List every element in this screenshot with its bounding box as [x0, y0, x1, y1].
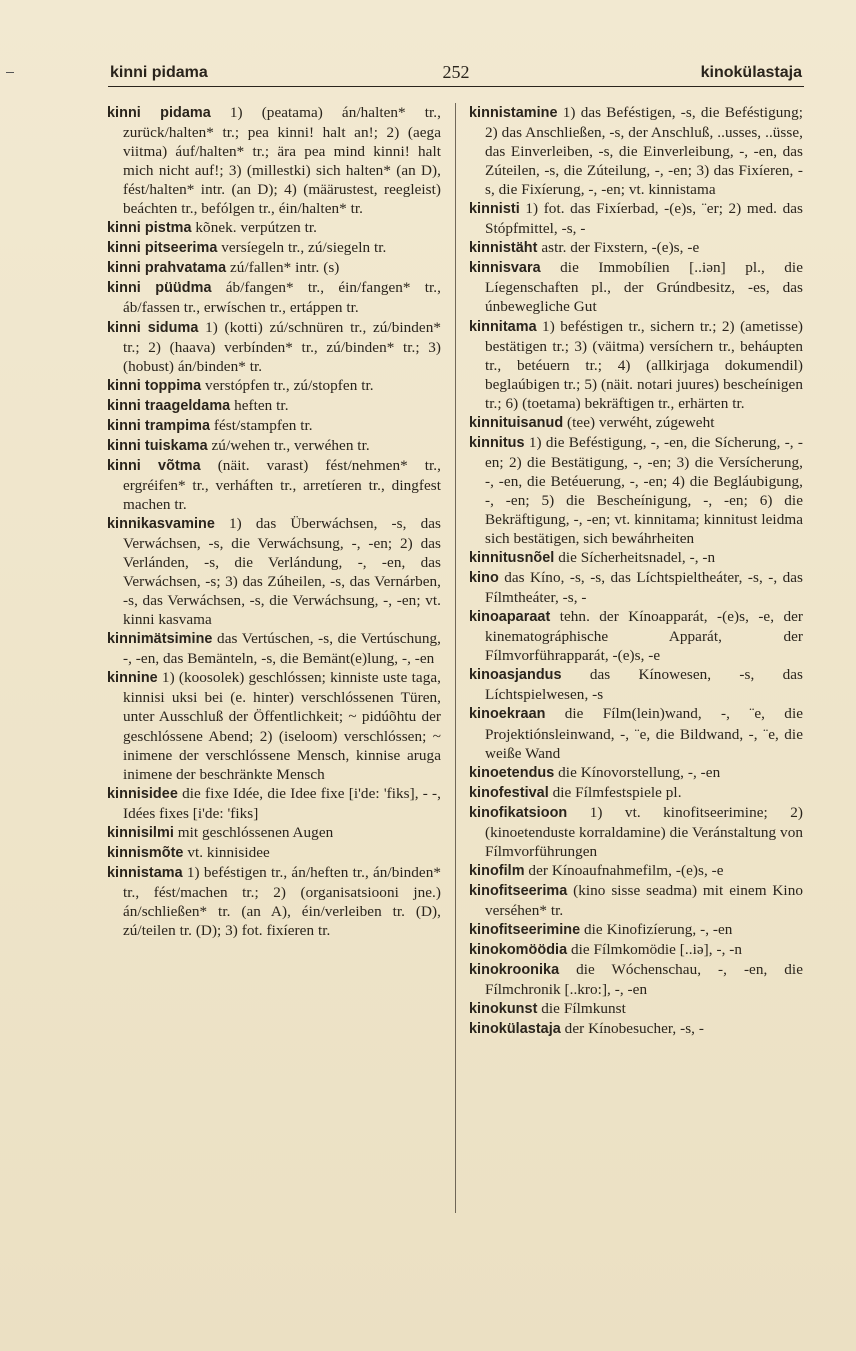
header-left-guideword: kinni pidama — [110, 64, 208, 81]
entry-definition: 1) vt. kinofitseerimine; 2) (kinoetenduste korraldamine) die Veránstaltung von Fílmvorführungen — [485, 803, 803, 860]
entry-definition: 1) das Beféstigen, -s, die Beféstigung; 2) das Anschließen, -s, der Anschluß, ..usses, ..üsse, das Einverleiben, -s, die Einverleibung, -, -en, das Zúteilen, -s, die Zúteilung, -, -en; 3) das Fixíeren, -s, die Fixíerung, -, -en; vt. kinnistama — [485, 104, 803, 199]
dictionary-entry — [469, 940, 803, 960]
entry-definition: 1) das Überwáchsen, -s, das Verwáchsen, -s, die Verwáchsung, -, -en; 2) das Verlánden, -s, die Verlándung, -, -en, das Verwáchsen, -s; 3) das Zúheilen, -s, das Vernárben, -s, das Verwáchsen, -s, die Verwáchsung, -, -en; vt. kinni kasvama — [123, 514, 441, 629]
entry-definition: mit geschlóssenen Augen — [173, 823, 334, 841]
entry-definition: zú/wehen tr., verwéhen tr. — [207, 436, 370, 454]
dictionary-entry — [469, 803, 803, 861]
entry-definition: 1) beféstigen tr., sichern tr.; 2) (ametisse) bestätigen tr.; 3) (väitma) versíchern tr., beháupten tr., betéuern tr.; 4) (allkirjaga dokumendil) beglaúbigen tr.; 5) (näit. notari juures) bescheínigen tr.; 6) (toetama) bekräftigen tr., erhärten tr. — [485, 317, 803, 412]
entry-definition: die Fílmkunst — [537, 1000, 626, 1018]
entry-definition: vt. kinnisidee — [183, 843, 270, 861]
entry-headword: kinnine — [107, 670, 158, 687]
entry-headword: kinofestival — [469, 784, 549, 801]
entry-headword: kinnitusnõel — [469, 550, 555, 567]
dictionary-entry — [107, 843, 441, 863]
entry-definition: áb/fangen* tr., éin/fangen* tr., áb/fassen tr., erwíschen tr., ertáppen tr. — [123, 279, 441, 317]
dictionary-entry — [107, 238, 441, 258]
entry-headword: kinokülastaja — [469, 1021, 561, 1038]
entry-definition: die Kínovorstellung, -, -en — [554, 763, 721, 781]
entry-headword: kinni siduma — [107, 319, 199, 336]
right-column — [469, 103, 803, 1039]
dictionary-entry — [107, 668, 441, 783]
entry-definition: zú/fallen* intr. (s) — [226, 259, 340, 277]
edge-mark — [6, 72, 14, 73]
entry-headword: kinnisidee — [107, 785, 178, 802]
dictionary-entry — [469, 258, 803, 316]
dictionary-entry — [107, 258, 441, 278]
dictionary-entry — [469, 861, 803, 881]
entry-headword: kinni pistma — [107, 220, 192, 237]
page-header — [108, 58, 804, 87]
dictionary-entry — [469, 433, 803, 548]
dictionary-entry — [469, 607, 803, 665]
column-divider — [455, 103, 456, 1213]
dictionary-entry — [469, 317, 803, 413]
entry-headword: kinofikatsioon — [469, 804, 568, 821]
dictionary-entry — [107, 629, 441, 668]
dictionary-entry — [107, 396, 441, 416]
dictionary-entry — [469, 960, 803, 999]
entry-definition: 1) die Beféstigung, -, -en, die Sícherung, -, -en; 2) die Bestätigung, -, -en; 3) die Versícherung, -, -en, die Betéuerung, -, -en; 4) die Begláubigung, -, -en; 5) die Bescheínigung, -, -en; 6) die Bekräftigung, -, -en; vt. kinnitama; kinnitust leidma sich bestätigen, sich bewáhrheiten — [485, 433, 803, 548]
entry-headword: kinnitama — [469, 318, 537, 335]
entry-headword: kinni pitseerima — [107, 240, 218, 257]
dictionary-entry — [107, 218, 441, 238]
entry-definition: die Sícherheitsnadel, -, -n — [554, 549, 716, 567]
entry-definition: versíegeln tr., zú/siegeln tr. — [217, 239, 387, 257]
entry-headword: kino — [469, 570, 499, 587]
entry-headword: kinnistäht — [469, 240, 538, 257]
dictionary-entry — [107, 376, 441, 396]
entry-definition: kõnek. verpútzen tr. — [191, 219, 318, 237]
dictionary-entry — [469, 413, 803, 433]
left-column — [107, 103, 441, 940]
page-number: 252 — [442, 62, 470, 82]
dictionary-entry — [107, 278, 441, 317]
entry-headword: kinnismõte — [107, 844, 184, 861]
entry-definition: (kino sisse seadma) mit einem Kino verséhen* tr. — [485, 881, 803, 919]
entry-definition: heften tr. — [230, 396, 289, 414]
entry-definition: die fixe Idée, die Idee fixe [i'de: 'fiks], - -, Idées fixes [i'de: 'fiks] — [123, 784, 441, 822]
dictionary-entry — [469, 238, 803, 258]
entry-headword: kinni võtma — [107, 457, 201, 474]
dictionary-entry — [469, 763, 803, 783]
dictionary-entry — [469, 920, 803, 940]
entry-definition: 1) beféstigen tr., án/heften tr., án/binden* tr., fést/machen tr.; 2) (organisatsiooni jne.) án/schließen* tr. (an A), éin/verleiben tr. (D), zú/teilen tr. (D); 3) fot. fixíeren tr. — [123, 863, 441, 939]
entry-headword: kinoekraan — [469, 706, 546, 723]
entry-headword: kinni toppima — [107, 377, 202, 394]
entry-headword: kinoasjandus — [469, 667, 562, 684]
entry-headword: kinofitseerimine — [469, 921, 581, 938]
entry-headword: kinnimätsimine — [107, 631, 213, 648]
entry-headword: kinnisilmi — [107, 824, 174, 841]
dictionary-entry — [107, 823, 441, 843]
entry-headword: kinnisti — [469, 201, 520, 218]
entry-definition: das Vertúschen, -s, die Vertúschung, -, -en, das Bemänteln, -s, die Bemänt(e)lung, -, -en — [123, 630, 441, 668]
entry-headword: kinofilm — [469, 862, 525, 879]
entry-definition: 1) (kotti) zú/schnüren tr., zú/binden* tr.; 2) (haava) verbínden* tr., zú/binden* tr.; 3) (hobust) án/binden* tr. — [123, 318, 441, 375]
entry-definition: 1) (peatama) án/halten* tr., zurück/halten* tr.; pea kinni! halt an!; 2) (aega viitma) áuf/halten* tr.; ära pea mind kinni! halt mich nicht auf!; 3) (millestki) sich halten* (an D), fést/halten* intr. (an D); 4) (määrustest, reegleist) beáchten tr., befólgen tr., éin/halten* tr. — [123, 104, 441, 218]
entry-headword: kinnisvara — [469, 260, 541, 277]
entry-definition: (näit. varast) fést/nehmen* tr., ergréifen* tr., verháften tr., arretíeren tr., dingfest machen tr. — [123, 456, 441, 513]
dictionary-entry — [469, 999, 803, 1019]
entry-definition: die Kinofizíerung, -, -en — [580, 920, 733, 938]
entry-definition: die Immobílien [..iən] pl., die Líegenschaften pl., der Grúndbesitz, -es, das únbewegliche Gut — [485, 259, 803, 316]
dictionary-entry — [469, 1019, 803, 1039]
entry-definition: fést/stampfen tr. — [210, 416, 313, 434]
dictionary-entry — [107, 318, 441, 376]
entry-definition: (tee) verwéht, zúgeweht — [563, 413, 715, 431]
dictionary-entry — [107, 863, 441, 940]
dictionary-entry — [469, 665, 803, 704]
dictionary-entry — [469, 881, 803, 920]
entry-definition: 1) (koosolek) geschlóssen; kinniste uste taga, kinnisi uksi bei (e. hinter) verschlóssenen Türen, unter Ausschluß der Öffentlichkeit; ~ pidúõhtu der geschlóssene Abend; 2) (iseloom) verschlóssen; ~ inimene der verschlóssene Mensch, kinnise aruga inimene der beschränkte Mensch — [123, 669, 441, 783]
entry-definition: das Kíno, -s, -s, das Líchtspieltheáter, -s, -, das Fílmtheáter, -s, - — [485, 569, 803, 607]
dictionary-entry — [469, 199, 803, 238]
entry-headword: kinni püüdma — [107, 280, 212, 297]
entry-headword: kinnistama — [107, 864, 183, 881]
entry-definition: 1) fot. das Fixíerbad, -(e)s, ¨er; 2) med. das Stópfmittel, -s, - — [485, 200, 803, 238]
dictionary-entry — [469, 783, 803, 803]
entry-headword: kinokroonika — [469, 962, 560, 979]
entry-definition: die Fílm(lein)wand, -, ¨e, die Projektiónsleinwand, -, ¨e, die Bildwand, -, ¨e, die weiße Wand — [485, 705, 803, 762]
entry-headword: kinni pidama — [107, 105, 211, 121]
dictionary-entry — [107, 436, 441, 456]
dictionary-entry — [469, 548, 803, 568]
entry-definition: das Kínowesen, -s, das Líchtspielwesen, -s — [485, 666, 803, 704]
dictionary-entry — [469, 568, 803, 607]
header-right-guideword: kinokülastaja — [700, 64, 802, 81]
entry-definition: astr. der Fixstern, -(e)s, -e — [537, 239, 700, 257]
entry-definition: verstópfen tr., zú/stopfen tr. — [201, 376, 374, 394]
entry-headword: kinnitus — [469, 434, 525, 451]
entry-definition: die Fílmkomödie [..iə], -, -n — [567, 941, 743, 959]
entry-definition: der Kínobesucher, -s, - — [560, 1020, 704, 1038]
dictionary-entry — [107, 456, 441, 514]
entry-definition: der Kínoaufnahmefilm, -(e)s, -e — [524, 861, 724, 879]
entry-headword: kinoetendus — [469, 764, 555, 781]
entry-headword: kinni tuiskama — [107, 437, 208, 454]
entry-headword: kinoaparaat — [469, 609, 551, 626]
entry-definition: die Fílmfestspiele pl. — [548, 783, 682, 801]
dictionary-entry — [107, 514, 441, 629]
dictionary-entry — [469, 103, 803, 199]
dictionary-entry — [107, 784, 441, 823]
entry-headword: kinnituisanud — [469, 414, 564, 431]
dictionary-entry — [107, 103, 441, 218]
entry-headword: kinnikasvamine — [107, 515, 215, 532]
entry-definition: tehn. der Kínoapparát, -(e)s, -e, der kinematográphische Apparát, der Fílmvorführapparát, -(e)s, -e — [485, 608, 803, 665]
entry-headword: kinni traageldama — [107, 397, 231, 414]
entry-headword: kinnistamine — [469, 105, 558, 121]
dictionary-entry — [469, 704, 803, 762]
entry-headword: kinni trampima — [107, 417, 211, 434]
entry-headword: kinofitseerima — [469, 882, 568, 899]
entry-headword: kinokunst — [469, 1001, 538, 1018]
entry-headword: kinokomöödia — [469, 942, 568, 959]
entry-headword: kinni prahvatama — [107, 260, 227, 277]
entry-definition: die Wóchenschau, -, -en, die Fílmchronik [..kro:], -, -en — [485, 961, 803, 999]
dictionary-entry — [107, 416, 441, 436]
